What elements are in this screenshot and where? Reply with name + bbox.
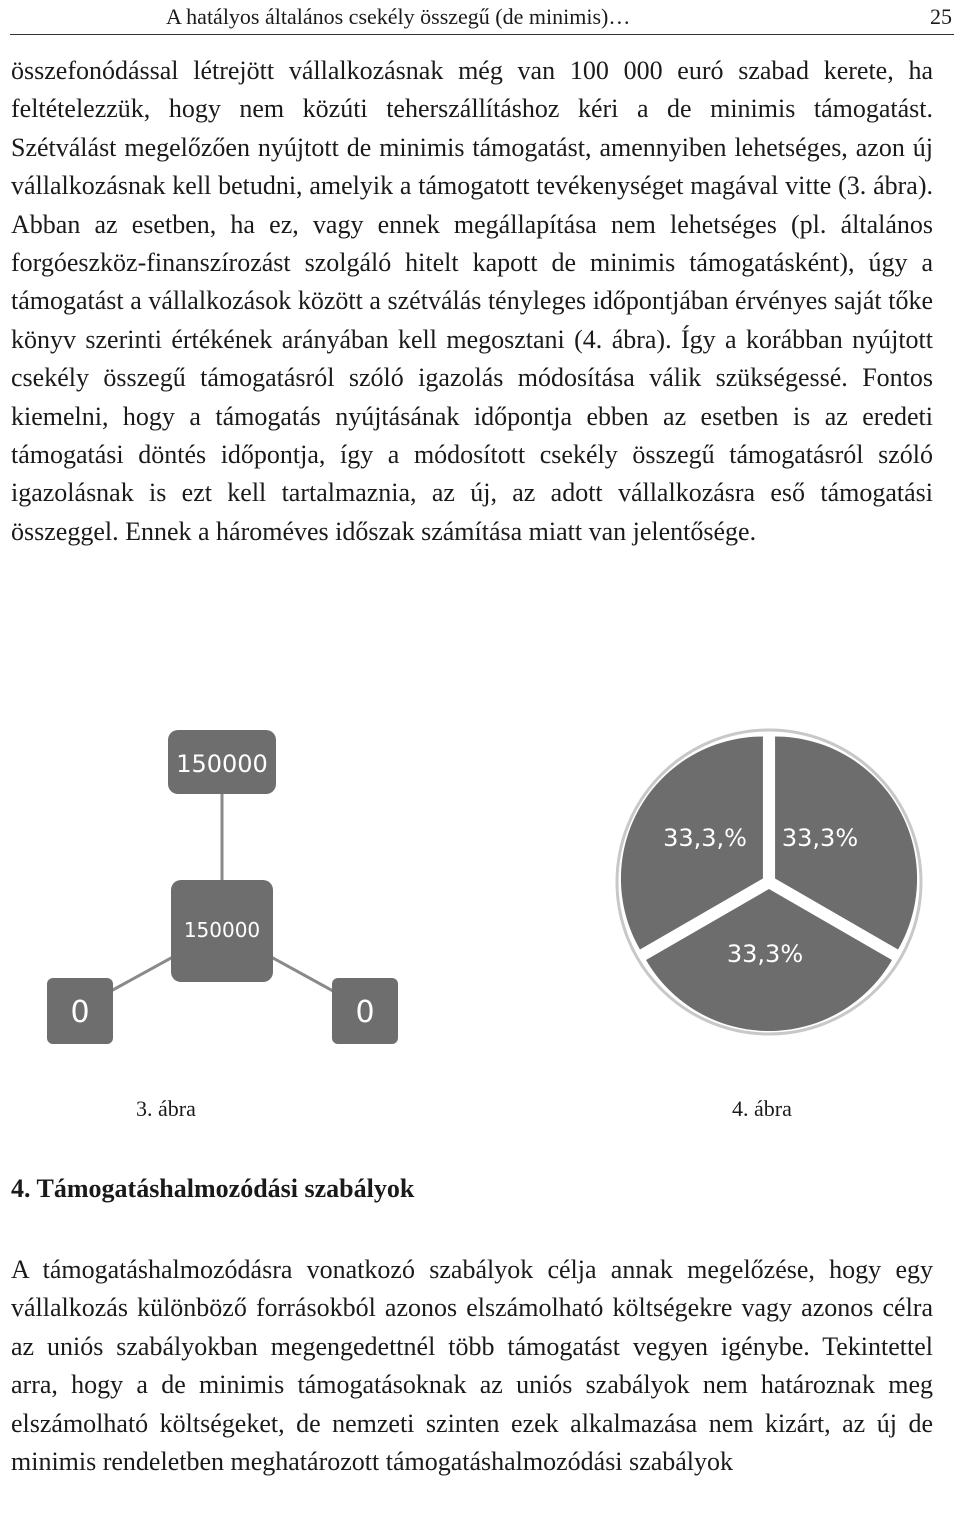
figures-svg [0, 720, 960, 1100]
body-paragraph-1: összefonódással létrejött vállalkozásnak még van 100 000 euró szabad kerete, ha feltételezzük, hogy nem közúti teherszállításhoz kéri a de minimis támogatást. Szétválást megelőzően nyújtott de minimis támogatást, amennyiben lehetséges, azon új vállalkozásnak kell betudni, amelyik a támogatott tevékenységet magával vitte (3. ábra). Abban az esetben, ha ez, vagy ennek megállapítása nem lehetséges (pl. általános forgóeszköz-finanszírozást szolgáló hitelt kapott de minimis támogatásként), úgy a támogatást a vállalkozások között a szétválás tényleges időpontjában érvényes saját tőke könyv szerinti értékének arányában kell megosztani (4. ábra). Így a korábban nyújtott csekély összegű támogatásról szóló igazolás módosítása válik szükségessé. Fontos kiemelni, hogy a támogatás nyújtásának időpontja ebben az esetben is az eredeti támogatási döntés időpontja, így a módosított csekély összegű támogatásról szóló igazolásnak is ezt kell tartalmaznia, az új, az adott vállalkozásra eső támogatási összeggel. Ennek a hároméves időszak számítása miatt van jelentősége. [11, 56, 933, 546]
running-title: A hatályos általános csekély összegű (de minimis)… [166, 4, 631, 29]
header-rule [10, 34, 954, 35]
box-center-label: 150000 [183, 918, 261, 942]
figure-3-caption: 3. ábra [136, 1096, 196, 1121]
box-right-label: 0 [355, 995, 375, 1030]
box-top-label: 150000 [176, 750, 268, 778]
box-left-label: 0 [70, 995, 90, 1030]
figure-4-pie-chart [617, 730, 921, 1034]
body-paragraph-2: A támogatáshalmozódásra vonatkozó szabályok célja annak megelőzése, hogy egy vállalkozás különböző forrásokból azonos elszámolható költségekre vagy azonos célra az uniós szabályokban megengedettnél több támogatást vegyen igénybe. Tekintettel arra, hogy a de minimis támogatásoknak az uniós szabályok nem határoznak meg elszámolható költségeket, de nemzeti szinten ezek alkalmazása nem kizárt, az új de minimis rendeletben meghatározott támogatáshalmozódási szabályok [11, 1255, 933, 1477]
pie-label-2: 33,3% [781, 824, 859, 852]
figures-row [0, 720, 960, 1100]
figure-4-caption: 4. ábra [732, 1096, 792, 1121]
page-number: 25 [930, 4, 952, 29]
figure-3-diagram [47, 730, 398, 1044]
pie-label-3: 33,3% [726, 940, 804, 968]
pie-label-1: 33,3,% [663, 824, 747, 852]
section-heading: 4. Támogatáshalmozódási szabályok [11, 1174, 415, 1203]
running-header [0, 0, 960, 36]
